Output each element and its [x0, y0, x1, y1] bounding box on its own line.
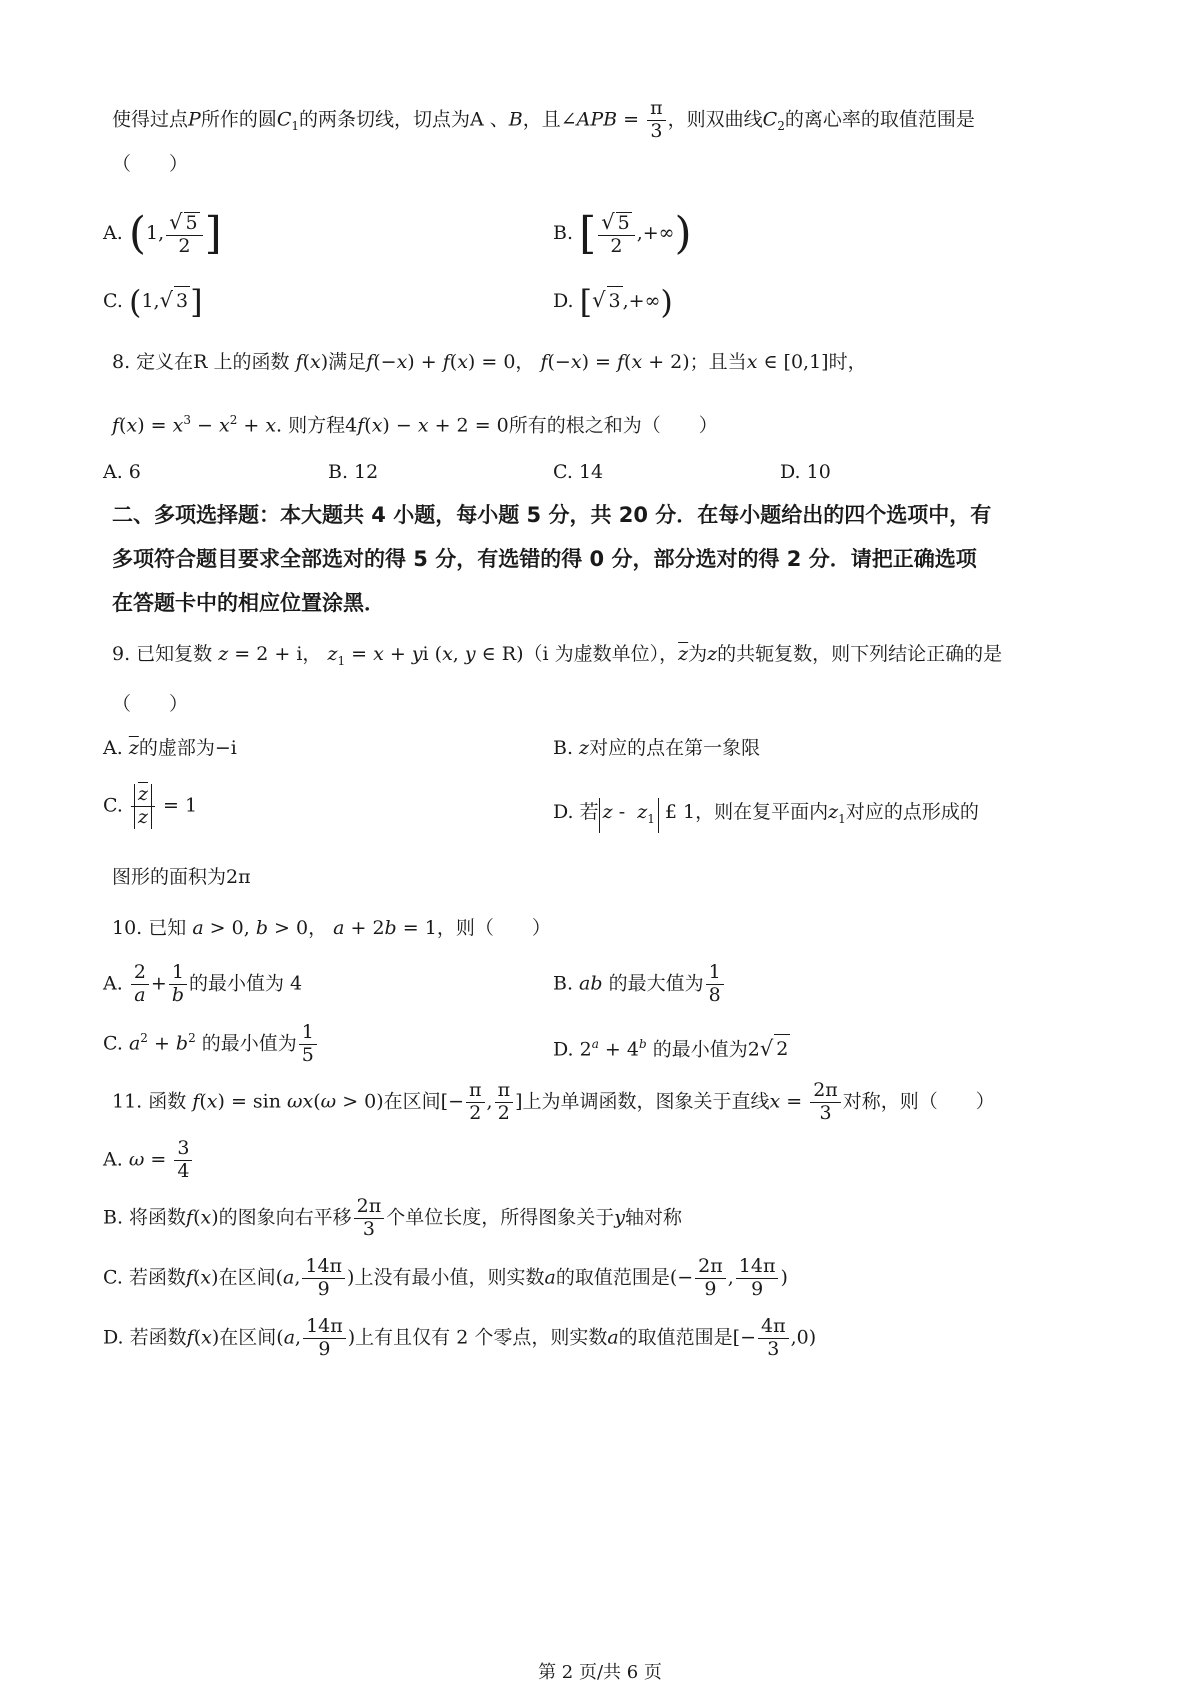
text: 上没有最小值，则实数 — [354, 1266, 545, 1289]
label: C. — [103, 290, 123, 312]
q8-option-d: D. 10 — [780, 461, 831, 483]
q9-option-a: A. $\overline{z}$的虚部为−i — [103, 737, 237, 759]
text: 上有且仅有 2 个零点，则实数 — [355, 1326, 608, 1349]
q7-option-c: C. (1,√ 3] — [103, 283, 203, 321]
text: 满足 — [328, 351, 367, 373]
q11-line1: 11. 函数 f(x) = sin ωx(ω > 0)在区间[− $\frac{\pi}{2}$ , $\frac{\pi}{2}$ ]上为单调函数，图象关于直线x = $\frac{2\pi}{3}$ 对称，则（ ） — [112, 1079, 995, 1124]
q9-line1: 9. 已知复数 z = 2 + i， $z_1 = x$ + yi (x, y ∈ R)（i 为虚数单位），$\overline{z}$为z的共轭复数，则下列结论正确的是 — [112, 643, 1003, 668]
text: C. 若函数 — [103, 1266, 186, 1289]
text: 的离心率的取值范围是 — [784, 108, 975, 131]
q7-paren: （ ） — [112, 153, 189, 175]
q11-option-a: A. ω = $\frac{3}{4}$ — [103, 1138, 194, 1183]
text: （i 为虚数单位）， — [523, 643, 679, 665]
text: 的共轭复数，则下列结论正确的是 — [717, 643, 1003, 665]
label: A. — [103, 221, 123, 244]
q8-option-b: B. 12 — [328, 461, 379, 483]
q8-line2: $f(x) = x^3 - x^2 + x$. 则方程4f(x) − x + 2 = 0所有的根之和为（ ） — [112, 413, 718, 437]
q9-continuation: 图形的面积为2π — [112, 866, 251, 888]
text: 所作的圆 — [200, 108, 277, 131]
text: 为 — [688, 643, 708, 665]
q8-option-c: C. 14 — [553, 461, 604, 483]
q7-option-b: B. [ $\frac{√ 5}{2}$ ,+∞) — [553, 207, 692, 259]
text: 的两条切线，切点为A 、 — [299, 108, 509, 131]
q8-line1: 8. 定义在R 上的函数 f(x)满足f(−x) + f(x) = 0， f(−x) = f(x + 2)；且当x ∈ [0,1]时， — [112, 351, 867, 373]
q11-option-d: D. 若函数f(x)在区间(a, $\frac{14\pi}{9}$ )上有且仅有 2 个零点，则实数a的取值范围是[− $\frac{4\pi}{3}$ ,0) — [103, 1315, 817, 1360]
q11-option-b: B. 将函数f(x)的图象向右平移 $\frac{2\pi}{3}$ 个单位长度，所得图象关于y轴对称 — [103, 1195, 683, 1240]
page-footer: 第 2 页/共 6 页 — [538, 1662, 662, 1683]
q9-option-c: C. $\frac{\overline{z}}{z}$ = 1 — [103, 783, 198, 828]
text: ，则在复平面内 — [695, 801, 829, 823]
q7-option-a: A. (1, $\frac{√ 5}{2}$ ] — [103, 207, 222, 259]
text: 的图象向右平移 — [218, 1206, 352, 1229]
q9-option-d: D. 若 z - $z_1$ £ 1，则在复平面内$z_1$对应的点形成的 — [553, 798, 979, 833]
text: 上为单调函数，图象关于直线 — [522, 1090, 770, 1113]
text: 的取值范围是 — [618, 1326, 733, 1349]
text: 所有的根之和为（ ） — [508, 414, 718, 437]
text: 的最小值为 — [201, 1032, 297, 1055]
text: 11. 函数 — [112, 1090, 187, 1113]
text: 的最小值为 — [652, 1038, 748, 1061]
text: 在区间 — [219, 1326, 277, 1349]
label: D. — [553, 290, 574, 312]
q9-option-b: B. z对应的点在第一象限 — [553, 737, 761, 759]
text: ；且当 — [689, 351, 747, 373]
text: 的最大值为 — [608, 972, 704, 995]
text: 图形的面积为 — [112, 866, 227, 888]
section-heading-line3: 在答题卡中的相应位置涂黑． — [112, 591, 385, 615]
text: ，则双曲线 — [667, 108, 763, 131]
text: 8. 定义在R 上的函数 — [112, 351, 290, 373]
text: 的最小值为 4 — [189, 972, 303, 995]
text: 9. 已知复数 — [112, 643, 213, 665]
text: 的虚部为 — [138, 737, 215, 759]
q10-option-b: B. ab 的最大值为 $\frac{1}{8}$ — [553, 962, 726, 1007]
q7-line1: 使得过点P所作的圆$C_1$的两条切线，切点为A 、B，且∠APB = $\frac{\pi}{3}$ ，则双曲线$C_2$的离心率的取值范围是 — [112, 97, 975, 142]
q10-option-d: D. $2^a + 4^b$ 的最小值为2√ 2 — [553, 1030, 790, 1063]
text: 的取值范围是 — [555, 1266, 670, 1289]
section-heading-line2: 多项符合题目要求全部选对的得 5 分，有选错的得 0 分，部分选对的得 2 分．请把正确选项 — [112, 547, 977, 571]
text: 对应的点形成的 — [845, 801, 979, 823]
q7-option-d: D. [√ 3 ,+∞) — [553, 283, 673, 321]
text: . 则方程 — [276, 414, 346, 437]
q10-option-a: A. $\frac{2}{a}$ + $\frac{1}{b}$ 的最小值为 4 — [103, 961, 303, 1006]
text: D. 若函数 — [103, 1326, 187, 1349]
text: 若 — [579, 801, 599, 823]
text: 在区间 — [383, 1090, 441, 1113]
q11-option-c: C. 若函数f(x)在区间(a, $\frac{14\pi}{9}$ )上没有最小值，则实数a的取值范围是(− $\frac{2\pi}{9}$ , $\frac{14\pi}{9}$ ) — [103, 1255, 788, 1300]
q10-option-c: C. $a^2 + b^2$ 的最小值为 $\frac{1}{5}$ — [103, 1022, 319, 1067]
text: 在区间 — [218, 1266, 276, 1289]
text: 个单位长度，所得图象关于 — [386, 1206, 615, 1229]
section-heading-line1: 二、多项选择题：本大题共 4 小题，每小题 5 分，共 20 分．在每小题给出的四个选项中，有 — [112, 503, 992, 527]
label: B. — [553, 221, 574, 244]
text: ，则（ ） — [436, 917, 551, 939]
fraction: $\frac{\pi}{3}$ — [647, 98, 666, 143]
text: 对称，则（ ） — [842, 1090, 995, 1113]
q10-line1: 10. 已知 a > 0, b > 0， a + 2b = 1，则（ ） — [112, 917, 551, 939]
text: 对应的点在第一象限 — [589, 737, 761, 759]
text: 使得过点 — [112, 108, 189, 131]
text: 轴对称 — [625, 1206, 683, 1229]
text: ，且∠ — [522, 108, 577, 131]
q8-option-a: A. 6 — [103, 461, 141, 483]
text: 时， — [828, 351, 867, 373]
q9-paren: （ ） — [112, 693, 189, 715]
text: B. 将函数 — [103, 1206, 187, 1229]
text: 10. 已知 — [112, 917, 187, 939]
